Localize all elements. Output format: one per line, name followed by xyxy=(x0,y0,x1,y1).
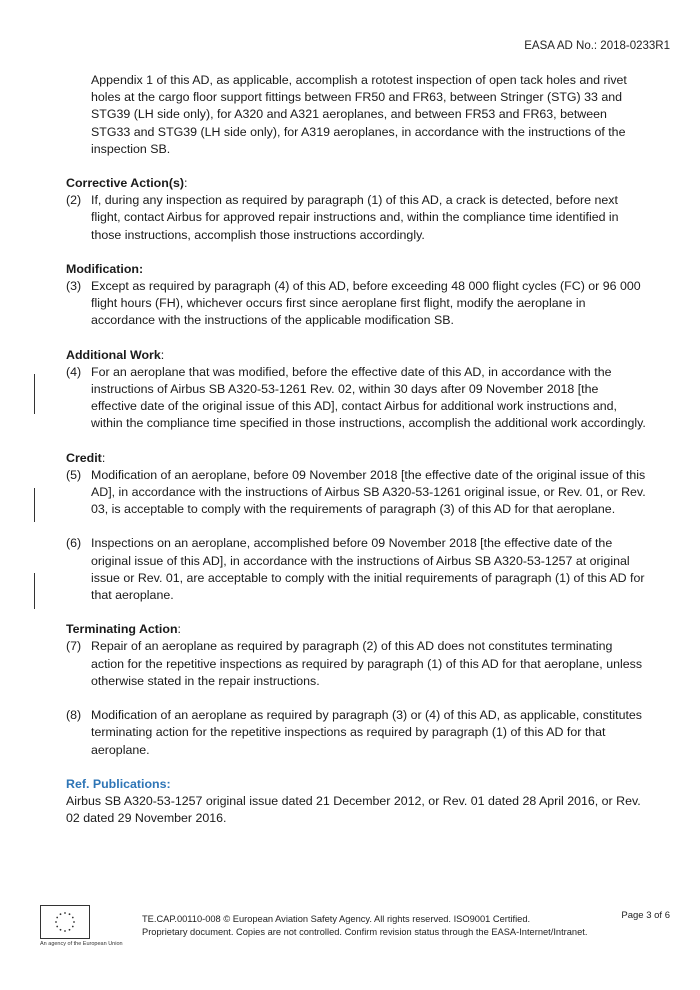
paragraph-4 xyxy=(66,364,646,433)
section-credit xyxy=(66,450,646,605)
paragraph-number: (6) xyxy=(66,536,82,551)
paragraph-5 xyxy=(66,467,646,519)
section-heading: Corrective Action(s): xyxy=(66,176,188,191)
paragraph-text: Except as required by paragraph (4) of this AD, before exceeding 48 000 flight cycles (FC) or 96 000 flight hours (FH), whichever occurs first since aeroplane first flight, modify the aeroplane in accordance with the instructions of the applicable modification SB. xyxy=(91,279,641,328)
paragraph-text: Modification of an aeroplane, before 09 November 2018 [the effective date of the original issue of this AD], in accordance with the instructions of Airbus SB A320-53-1261 original issue, or Rev. 01, or Rev. 03, is acceptable to comply with the requirements of paragraph (3) of this AD for that aeroplane. xyxy=(91,467,646,517)
paragraph-number: (8) xyxy=(66,708,82,723)
paragraph-number: (7) xyxy=(66,639,82,654)
ref-publications-heading: Ref. Publications: xyxy=(66,776,171,791)
paragraph-number: (2) xyxy=(66,193,82,208)
paragraph-number: (4) xyxy=(66,364,82,379)
paragraph-number: (5) xyxy=(66,467,82,482)
paragraph-7 xyxy=(66,638,646,690)
paragraph-6 xyxy=(66,535,646,604)
paragraph-number: (3) xyxy=(66,279,82,294)
section-modification xyxy=(66,261,646,330)
paragraph-text: Repair of an aeroplane as required by paragraph (2) of this AD does not constitutes terminating action for the repetitive inspections as required by paragraph (1) of this AD for that aeroplane, unless otherwise stated in the repair instructions. xyxy=(91,639,643,688)
intro-paragraph: Appendix 1 of this AD, as applicable, accomplish a rototest inspection of open tack holes and rivet holes at the cargo floor support fittings between FR50 and FR63, between Stringer (STG) 33 and STG39 (LH side only), for A320 and A321 aeroplanes, and between FR53 and FR63, between STG33 and STG39 (LH side only), for A319 aeroplanes, in accordance with the instructions of the inspection SB. xyxy=(91,73,627,156)
section-heading: Credit: xyxy=(66,450,106,465)
footer-line-2: Proprietary document. Copies are not controlled. Confirm revision status through the EASA-Internet/Intranet. xyxy=(142,927,588,937)
paragraph-text: For an aeroplane that was modified, before the effective date of this AD, in accordance with the instructions of Airbus SB A320-53-1261 Rev. 02, within 30 days after 09 November 2018 [the effective date of the original issue of this AD], contact Airbus for additional work instructions and, within the compliance time specified in those instructions, accomplish the additional work accordingly. xyxy=(91,364,646,431)
page-footer xyxy=(0,900,700,970)
revision-bar xyxy=(34,374,35,414)
paragraph-2 xyxy=(66,192,646,244)
paragraph-8 xyxy=(66,707,646,759)
section-heading: Modification: xyxy=(66,261,144,276)
ref-publications-text: Airbus SB A320-53-1257 original issue dated 21 December 2012, or Rev. 01 dated 28 April 2016, or Rev. 02 dated 29 November 2016. xyxy=(66,793,641,826)
paragraph-text: If, during any inspection as required by paragraph (1) of this AD, a crack is detected, before next flight, contact Airbus for approved repair instructions and, within the compliance time identified in those instructions, accomplish those instructions accordingly. xyxy=(91,193,619,242)
section-corrective-action xyxy=(66,175,646,244)
section-terminating-action xyxy=(66,621,646,758)
section-heading: Terminating Action: xyxy=(66,622,181,637)
paragraph-text: Inspections on an aeroplane, accomplished before 09 November 2018 [the effective date of the original issue of this AD], in accordance with the instructions of Airbus SB A320-53-1257 at original issue or Rev. 01, are acceptable to comply with the initial requirements of paragraph (1) of this AD for that aeroplane. xyxy=(91,536,645,603)
section-ref-publications xyxy=(66,776,646,828)
document-body xyxy=(66,72,646,827)
paragraph-3 xyxy=(66,278,646,330)
revision-bar xyxy=(34,573,35,609)
section-heading: Additional Work: xyxy=(66,347,165,362)
eu-stars-icon xyxy=(41,906,89,938)
footer-notice xyxy=(142,913,587,939)
revision-bar xyxy=(34,488,35,522)
ad-number: EASA AD No.: 2018-0233R1 xyxy=(524,40,670,52)
section-additional-work xyxy=(66,347,646,433)
footer-line-1: TE.CAP.00110-008 © European Aviation Safety Agency. All rights reserved. ISO9001 Certified. xyxy=(142,914,531,924)
eu-agency-caption: An agency of the European Union xyxy=(40,941,123,947)
paragraph-text: Modification of an aeroplane as required by paragraph (3) or (4) of this AD, as applicable, constitutes terminating action for the repetitive inspections as required by paragraph (1) of this AD for that aeroplane. xyxy=(91,708,643,757)
page-number: Page 3 of 6 xyxy=(621,910,670,921)
eu-flag-logo xyxy=(40,905,90,939)
